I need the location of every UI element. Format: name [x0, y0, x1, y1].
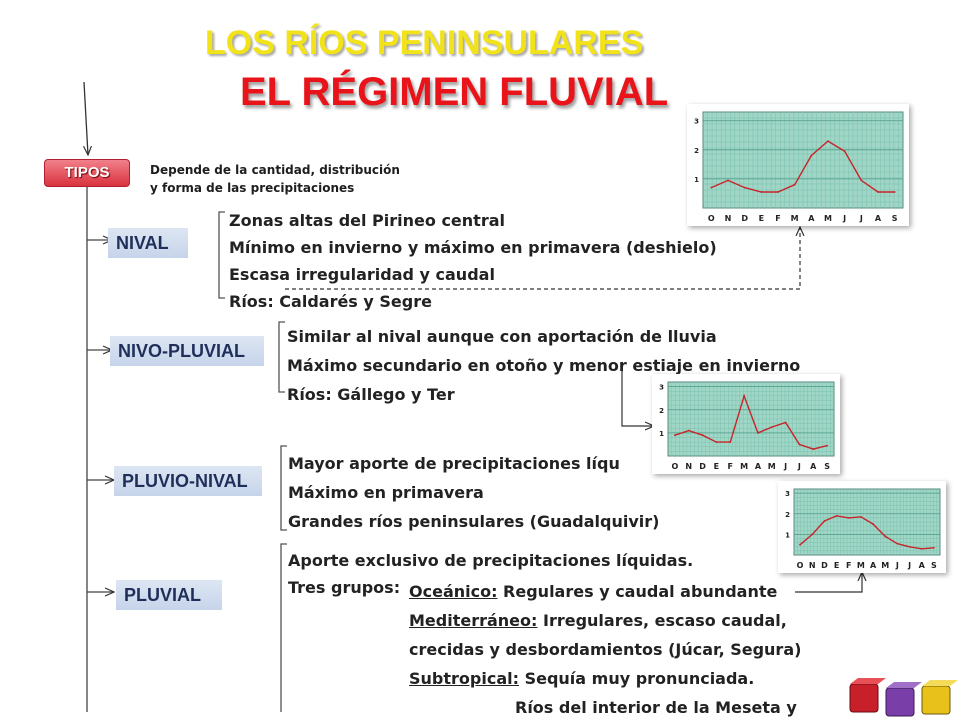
y-tick-label: 2 — [659, 406, 664, 415]
mediterraneo-text2: crecidas y desbordamientos (Júcar, Segura) — [409, 640, 802, 659]
x-tick-label: O — [796, 561, 804, 570]
x-tick-label: M — [856, 561, 865, 570]
pluvial-groups — [409, 577, 801, 722]
data-point — [884, 536, 886, 538]
x-tick-label: J — [908, 561, 912, 570]
data-point — [810, 155, 812, 157]
x-tick-label: E — [713, 462, 720, 471]
data-point — [688, 430, 690, 432]
subtropical-item — [409, 664, 801, 693]
y-tick-label: 1 — [694, 175, 699, 184]
pluvio-nival-line: Máximo en primavera — [288, 483, 484, 502]
tipos-note-line1: Depende de la cantidad, distribución — [150, 163, 400, 177]
x-tick-label: O — [707, 214, 715, 223]
pluvio-nival-line: Mayor aporte de precipitaciones líqu — [288, 454, 620, 473]
page-title: LOS RÍOS PENINSULARES — [205, 24, 644, 62]
y-tick-label: 1 — [785, 531, 790, 540]
data-point — [744, 187, 746, 189]
x-tick-label: S — [824, 462, 830, 471]
data-point — [844, 150, 846, 152]
pluvial-line1: Aporte exclusivo de precipitaciones líquidas. — [288, 551, 694, 570]
mediterraneo-text: Irregulares, escaso caudal, — [537, 611, 787, 630]
nival-description — [229, 207, 717, 315]
x-tick-label: J — [784, 462, 788, 471]
x-tick-label: D — [741, 214, 748, 223]
pluvial-box: PLUVIAL — [116, 580, 222, 610]
data-point — [785, 422, 787, 424]
subtropical-text: Sequía muy pronunciada. — [519, 669, 755, 688]
data-point — [771, 426, 773, 428]
data-point — [799, 544, 801, 546]
x-tick-label: A — [874, 214, 882, 223]
data-point — [777, 191, 779, 193]
x-tick-label: E — [758, 214, 765, 223]
y-tick-label: 3 — [694, 117, 699, 126]
data-point — [933, 547, 935, 549]
x-tick-label: M — [740, 462, 749, 471]
x-tick-label: A — [869, 561, 877, 570]
data-point — [836, 515, 838, 517]
nivo-pluvial-line: Ríos: Gállego y Ter — [287, 385, 455, 404]
data-point — [827, 140, 829, 142]
data-point — [757, 432, 759, 434]
y-tick-label: 2 — [785, 510, 790, 519]
data-point — [729, 441, 731, 443]
logo-block-purple — [886, 682, 922, 716]
tipos-note — [150, 161, 400, 197]
data-point — [894, 191, 896, 193]
x-tick-label: E — [833, 561, 840, 570]
data-point — [921, 548, 923, 550]
data-point — [674, 434, 676, 436]
pluvio-nival-line: Grandes ríos peninsulares (Guadalquivir) — [288, 512, 660, 531]
x-tick-label: M — [881, 561, 890, 570]
x-tick-label: F — [846, 561, 852, 570]
y-tick-label: 3 — [659, 383, 664, 392]
data-point — [860, 179, 862, 181]
oceanico-item — [409, 577, 801, 606]
y-tick-label: 2 — [694, 146, 699, 155]
y-tick-label: 3 — [785, 490, 790, 499]
data-point — [897, 543, 899, 545]
x-tick-label: N — [724, 214, 732, 223]
mediterraneo-item — [409, 606, 801, 635]
pluvio-nival-chart — [778, 481, 946, 573]
x-tick-label: O — [671, 462, 679, 471]
data-point — [872, 523, 874, 525]
x-tick-label: A — [810, 462, 817, 471]
data-point — [710, 187, 712, 189]
tipos-note-line2: y forma de las precipitaciones — [150, 181, 355, 195]
data-point — [727, 179, 729, 181]
data-point — [811, 533, 813, 535]
x-tick-label: D — [699, 462, 706, 471]
subtropical-text2: Ríos del interior de la Meseta y — [515, 698, 797, 717]
tipos-box: TIPOS — [44, 159, 130, 187]
data-point — [794, 184, 796, 186]
nival-line: Mínimo en invierno y máximo en primavera (deshielo) — [229, 238, 717, 257]
logo-block-yellow — [922, 680, 958, 714]
x-tick-label: S — [891, 214, 898, 223]
x-tick-label: F — [775, 214, 781, 223]
data-point — [826, 445, 828, 447]
nivo-pluvial-chart — [652, 374, 840, 474]
data-point — [877, 191, 879, 193]
oceanico-label: Oceánico: — [409, 582, 498, 601]
data-point — [848, 517, 850, 519]
y-tick-label: 1 — [659, 429, 664, 438]
data-point — [716, 441, 718, 443]
data-point — [860, 516, 862, 518]
x-tick-label: M — [824, 214, 832, 223]
nivo-pluvial-box: NIVO-PLUVIAL — [110, 336, 264, 366]
x-tick-label: M — [767, 462, 776, 471]
x-tick-label: N — [685, 462, 693, 471]
x-tick-label: A — [754, 462, 762, 471]
data-point — [743, 395, 745, 397]
nival-line: Zonas altas del Pirineo central — [229, 211, 505, 230]
data-point — [799, 444, 801, 446]
data-point — [909, 546, 911, 548]
x-tick-label: S — [931, 561, 937, 570]
data-point — [760, 191, 762, 193]
pluvio-nival-box: PLUVIO-NIVAL — [114, 466, 262, 496]
nivo-pluvial-line: Similar al nival aunque con aportación de lluvia — [287, 327, 717, 346]
nival-box: NIVAL — [108, 228, 188, 258]
nival-line: Ríos: Caldarés y Segre — [229, 292, 432, 311]
x-tick-label: A — [808, 214, 815, 223]
x-tick-label: J — [843, 214, 847, 223]
data-point — [702, 434, 704, 436]
x-tick-label: J — [859, 214, 863, 223]
x-tick-label: A — [918, 561, 925, 570]
nival-line: Escasa irregularidad y caudal — [229, 265, 495, 284]
pluvial-line2: Tres grupos: — [288, 578, 401, 597]
nival-chart — [687, 104, 909, 226]
pluvio-nival-description — [288, 449, 659, 536]
x-tick-label: J — [895, 561, 899, 570]
x-tick-label: M — [790, 214, 799, 223]
x-tick-label: J — [797, 462, 801, 471]
x-tick-label: D — [821, 561, 828, 570]
mediterraneo-label: Mediterráneo: — [409, 611, 538, 630]
data-point — [824, 520, 826, 522]
oceanico-text: Regulares y caudal abundante — [497, 582, 778, 601]
data-point — [812, 448, 814, 450]
page-subtitle: EL RÉGIMEN FLUVIAL — [240, 70, 669, 114]
decorative-logo — [846, 678, 958, 720]
logo-block-red — [850, 678, 886, 712]
subtropical-label: Subtropical: — [409, 669, 519, 688]
x-tick-label: N — [808, 561, 816, 570]
x-tick-label: F — [727, 462, 733, 471]
nivo-pluvial-line: Máximo secundario en otoño y menor estiaje en invierno — [287, 356, 801, 375]
